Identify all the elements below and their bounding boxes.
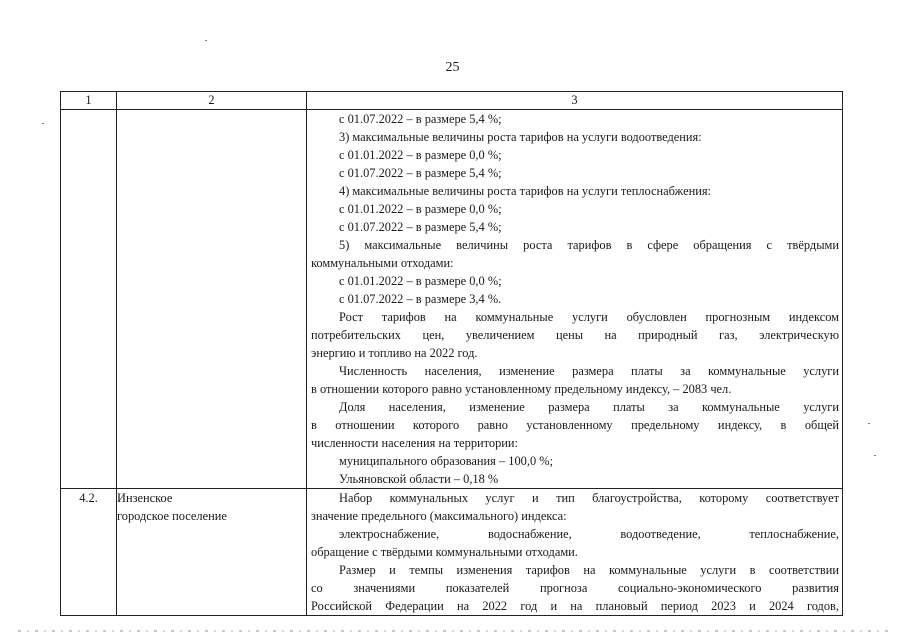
text-line: Ульяновской области – 0,18 %: [339, 472, 499, 486]
column-header-1: 1: [61, 92, 117, 110]
text-line: энергию и топливо на 2022 год.: [311, 346, 478, 360]
row-number-cell-empty: [61, 110, 117, 489]
municipality-name-line: Инзенское: [117, 491, 173, 505]
text-line: в отношении которого равно установленному предельному индексу, в общей: [311, 418, 839, 432]
table-row-continuation: [61, 110, 843, 489]
tariff-table: [60, 91, 843, 616]
scan-speck: [205, 40, 207, 41]
text-line: 3) максимальные величины роста тарифов на услуги водоотведения:: [339, 130, 702, 144]
column-header-2: 2: [117, 92, 307, 110]
scan-edge-noise: [18, 630, 888, 632]
row-text-cell: [307, 489, 843, 616]
text-line: с 01.07.2022 – в размере 3,4 %.: [339, 292, 502, 306]
text-line: с 01.07.2022 – в размере 5,4 %;: [339, 166, 502, 180]
text-line: Размер и темпы изменения тарифов на коммунальные услуги в соответствии: [339, 563, 839, 577]
text-line: в отношении которого равно установленному предельному индексу, – 2083 чел.: [311, 382, 732, 396]
text-line: с 01.07.2022 – в размере 5,4 %;: [339, 220, 502, 234]
text-line: Численность населения, изменение размера платы за коммунальные услуги: [339, 364, 839, 378]
text-line: с 01.01.2022 – в размере 0,0 %;: [339, 148, 502, 162]
text-line: 4) максимальные величины роста тарифов на услуги теплоснабжения:: [339, 184, 711, 198]
row-text-cell: [307, 110, 843, 489]
text-line: с 01.01.2022 – в размере 0,0 %;: [339, 274, 502, 288]
text-line: Рост тарифов на коммунальные услуги обусловлен прогнозным индексом: [339, 310, 839, 324]
text-line: Доля населения, изменение размера платы за коммунальные услуги: [339, 400, 839, 414]
text-line: электроснабжение, водоснабжение, водоотведение, теплоснабжение,: [339, 527, 839, 541]
page-number: 25: [445, 60, 460, 75]
text-line: потребительских цен, увеличением цены на природный газ, электрическую: [311, 328, 839, 342]
text-line: со значениями показателей прогноза социально-экономического развития: [311, 581, 839, 595]
column-header-3: 3: [307, 92, 843, 110]
text-line: Набор коммунальных услуг и тип благоустройства, которому соответствует: [339, 491, 839, 505]
scan-speck: [42, 123, 44, 124]
row-name-cell-empty: [117, 110, 307, 489]
text-line: значение предельного (максимального) индекса:: [311, 509, 567, 523]
text-line: коммунальными отходами:: [311, 256, 454, 270]
text-line: численности населения на территории:: [311, 436, 518, 450]
text-line: обращение с твёрдыми коммунальными отходами.: [311, 545, 578, 559]
municipality-name-line: городское поселение: [117, 509, 227, 523]
text-line: 5) максимальные величины роста тарифов в сфере обращения с твёрдыми: [339, 238, 839, 252]
municipality-name-cell: [117, 489, 307, 616]
table-header-row: [61, 92, 843, 110]
text-line: муниципального образования – 100,0 %;: [339, 454, 554, 468]
table-row-4-2: [61, 489, 843, 616]
scan-speck: [874, 455, 876, 456]
text-line: Российской Федерации на 2022 год и на плановый период 2023 и 2024 годов,: [311, 599, 839, 613]
text-line: с 01.07.2022 – в размере 5,4 %;: [339, 112, 502, 126]
text-line: с 01.01.2022 – в размере 0,0 %;: [339, 202, 502, 216]
row-number: 4.2.: [61, 489, 117, 616]
scan-speck: [868, 423, 870, 424]
